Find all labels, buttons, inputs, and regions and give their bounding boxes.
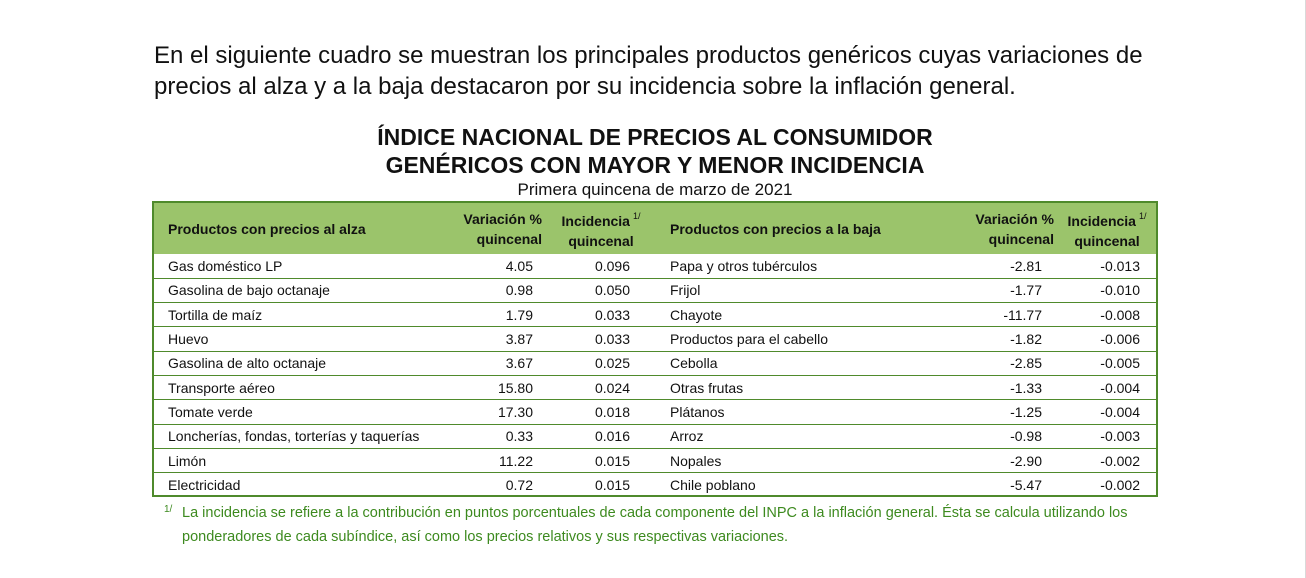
down-product-cell: Productos para el cabello [670, 331, 828, 348]
down-variation-cell: -5.47 [1010, 477, 1042, 494]
up-variation-cell: 0.72 [505, 477, 533, 494]
footnote-text: La incidencia se refiere a la contribución en puntos porcentuales de cada componente del INPC a la inflación general. Ésta se calcula utilizando los ponderadores de cada subíndice, así como los precios relativos y sus respectivas variaciones. [182, 505, 1128, 545]
table-row [154, 473, 1156, 497]
table-row [154, 448, 1156, 472]
down-product-cell: Chile poblano [670, 477, 756, 494]
down-variation-cell: -2.85 [1010, 355, 1042, 372]
up-product-cell: Transporte aéreo [168, 379, 275, 396]
down-incidence-cell: -0.006 [1100, 331, 1140, 348]
up-product-cell: Electricidad [168, 477, 241, 494]
header-up-variation [442, 203, 546, 254]
header-up-incidence-line2: quincenal [568, 233, 634, 249]
table-row [154, 400, 1156, 424]
up-incidence-cell: 0.015 [594, 477, 630, 494]
table-title-block [150, 123, 1160, 200]
up-variation-cell: 15.80 [497, 379, 533, 396]
up-incidence-cell: 0.016 [594, 428, 630, 445]
up-incidence-cell: 0.025 [594, 355, 630, 372]
up-product-cell: Gas doméstico LP [168, 257, 283, 274]
down-incidence-cell: -0.003 [1100, 428, 1140, 445]
up-incidence-cell: 0.024 [594, 379, 630, 396]
header-down-incidence-line1: Incidencia [1067, 213, 1136, 229]
up-incidence-cell: 0.033 [594, 331, 630, 348]
down-variation-cell: -2.81 [1010, 257, 1042, 274]
up-incidence-cell: 0.018 [594, 403, 630, 420]
down-product-cell: Nopales [670, 452, 722, 469]
header-down-products [656, 203, 946, 254]
table-row [154, 375, 1156, 399]
up-variation-cell: 11.22 [499, 452, 533, 469]
incidence-table [154, 203, 1156, 497]
up-variation-cell: 1.79 [505, 306, 533, 323]
up-product-cell: Tomate verde [168, 403, 253, 420]
down-product-cell: Cebolla [670, 355, 718, 372]
table-row [154, 254, 1156, 278]
up-incidence-cell: 0.015 [594, 452, 630, 469]
header-down-variation-line2: quincenal [988, 230, 1054, 247]
down-incidence-cell: -0.004 [1100, 379, 1140, 396]
title-line-2: GENÉRICOS CON MAYOR Y MENOR INCIDENCIA [385, 152, 925, 178]
up-variation-cell: 3.87 [505, 331, 533, 348]
down-variation-cell: -2.90 [1010, 452, 1042, 469]
down-product-cell: Frijol [670, 282, 701, 299]
up-incidence-cell: 0.050 [594, 282, 630, 299]
header-up-products-label: Productos con precios al alza [168, 220, 366, 237]
header-down-variation [946, 203, 1058, 254]
down-incidence-cell: -0.002 [1100, 477, 1140, 494]
up-product-cell: Huevo [168, 331, 209, 348]
down-product-cell: Plátanos [670, 403, 725, 420]
table-header-row [154, 203, 1156, 254]
up-variation-cell: 3.67 [505, 355, 533, 372]
up-variation-cell: 4.05 [505, 257, 533, 274]
up-product-cell: Gasolina de alto octanaje [168, 355, 326, 372]
table-row [154, 327, 1156, 351]
up-product-cell: Limón [168, 452, 207, 469]
table-row [154, 303, 1156, 327]
up-incidence-cell: 0.033 [594, 306, 630, 323]
up-variation-cell: 17.30 [497, 403, 533, 420]
footnote-mark: 1/ [164, 504, 173, 515]
down-product-cell: Chayote [670, 306, 723, 323]
header-down-variation-line1: Variación % [975, 210, 1054, 227]
header-down-incidence-line2: quincenal [1074, 233, 1140, 249]
up-incidence-cell: 0.096 [594, 257, 630, 274]
down-product-cell: Arroz [670, 428, 704, 445]
down-product-cell: Papa y otros tubérculos [670, 257, 818, 274]
down-variation-cell: -1.25 [1010, 403, 1042, 420]
header-up-products [154, 203, 442, 254]
down-incidence-cell: -0.013 [1100, 257, 1140, 274]
down-incidence-cell: -0.004 [1100, 403, 1140, 420]
up-variation-cell: 0.98 [505, 282, 533, 299]
header-down-incidence-note: 1/ [1138, 211, 1147, 221]
table-row [154, 351, 1156, 375]
table-row [154, 278, 1156, 302]
header-up-incidence-line1: Incidencia [561, 213, 630, 229]
down-variation-cell: -1.77 [1010, 282, 1042, 299]
down-incidence-cell: -0.005 [1100, 355, 1140, 372]
down-variation-cell: -11.77 [1003, 306, 1042, 323]
table-row [154, 424, 1156, 448]
up-variation-cell: 0.33 [505, 428, 533, 445]
table-subtitle: Primera quincena de marzo de 2021 [517, 180, 793, 199]
up-product-cell: Loncherías, fondas, torterías y taquerías [168, 428, 420, 445]
down-variation-cell: -0.98 [1010, 428, 1042, 445]
down-product-cell: Otras frutas [670, 379, 744, 396]
header-down-incidence [1058, 203, 1156, 254]
down-variation-cell: -1.82 [1010, 331, 1042, 348]
footnote [164, 501, 1164, 549]
up-product-cell: Tortilla de maíz [168, 306, 263, 323]
down-incidence-cell: -0.008 [1100, 306, 1140, 323]
header-down-products-label: Productos con precios a la baja [670, 220, 881, 237]
down-variation-cell: -1.33 [1010, 379, 1042, 396]
header-up-variation-line1: Variación % [463, 210, 542, 227]
incidence-table-frame [152, 201, 1158, 497]
down-incidence-cell: -0.010 [1100, 282, 1140, 299]
up-product-cell: Gasolina de bajo octanaje [168, 282, 330, 299]
header-up-incidence [546, 203, 656, 254]
header-up-variation-line2: quincenal [476, 230, 542, 247]
header-up-incidence-note: 1/ [632, 211, 641, 221]
down-incidence-cell: -0.002 [1100, 452, 1140, 469]
intro-paragraph: En el siguiente cuadro se muestran los principales productos genéricos cuyas variaciones de precios al alza y a la baja destacaron por su incidencia sobre la inflación general. [154, 42, 1143, 100]
title-line-1: ÍNDICE NACIONAL DE PRECIOS AL CONSUMIDOR [377, 124, 933, 150]
